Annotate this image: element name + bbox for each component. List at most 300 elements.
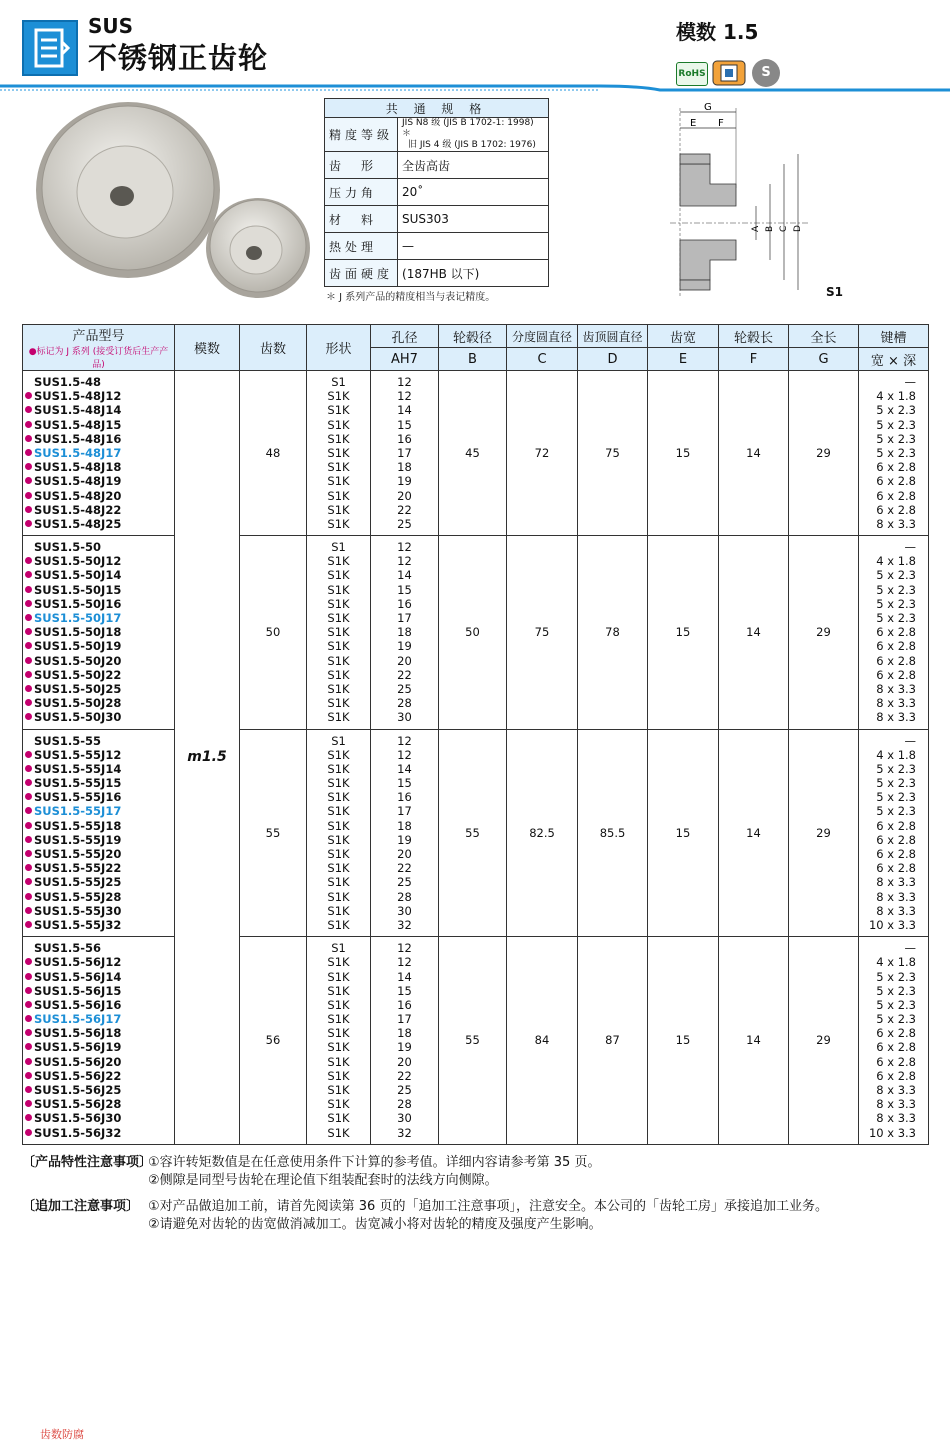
j-series-dot-icon [25, 921, 32, 928]
j-series-dot-icon [25, 571, 32, 578]
rohs-badge: RoHS [676, 62, 708, 86]
keyway-cell-value: — [904, 733, 916, 748]
bore-cell-value: 15 [397, 776, 412, 791]
shape-cell-value: S1K [327, 460, 350, 475]
col-face-width-sub: E [648, 348, 719, 371]
dim-c-cell: 84 [507, 937, 578, 1145]
keyway-cell-value: 6 x 2.8 [876, 818, 916, 833]
col-module: 模数 [175, 325, 240, 371]
j-series-dot-icon [25, 987, 32, 994]
part-number [23, 833, 174, 847]
stainless-badge: S [752, 59, 780, 87]
teeth-cell: 55 [240, 729, 307, 937]
part-number-text: SUS1.5-48J19 [34, 474, 122, 489]
shape-cell-value: S1K [327, 1040, 350, 1055]
shape-cell-value: S1K [327, 516, 350, 531]
part-number-text: SUS1.5-48 [34, 375, 102, 389]
keyway-cell-value: 8 x 3.3 [876, 875, 916, 890]
part-number-text: SUS1.5-48J16 [34, 431, 122, 446]
j-series-dot-icon [25, 477, 32, 484]
j-series-dot-icon [25, 807, 32, 814]
col-pitch-dia: 分度圆直径 [507, 325, 578, 348]
keyway-cell-value: 6 x 2.8 [876, 488, 916, 503]
dim-label-f: F [718, 118, 724, 129]
part-number-text: SUS1.5-50J14 [34, 568, 122, 583]
part-number [23, 776, 174, 790]
spec-key: 热处理 [325, 233, 398, 260]
product-table [22, 324, 929, 1145]
j-series-dot-icon [25, 1043, 32, 1050]
spec-value-line: JIS N8 级 (JIS B 1702-1: 1998) ＊ [402, 118, 534, 139]
keyway-cell-value: 5 x 2.3 [876, 983, 916, 998]
part-number-text: SUS1.5-56J22 [34, 1068, 122, 1083]
bore-cell [371, 729, 439, 937]
dim-b-cell: 55 [439, 937, 507, 1145]
spec-key: 压力角 [325, 179, 398, 206]
shape-cell-value: S1K [327, 917, 350, 932]
part-number-text: SUS1.5-55J32 [34, 917, 122, 932]
table-row [23, 937, 929, 1145]
part-number [23, 460, 174, 474]
part-number [23, 1040, 174, 1054]
keyway-cell-value: 6 x 2.8 [876, 1040, 916, 1055]
bore-cell-value: 14 [397, 761, 412, 776]
bore-cell-value: 12 [397, 389, 412, 404]
bore-cell-value: 12 [397, 941, 412, 956]
spec-value: — [398, 233, 549, 260]
j-series-dot-icon [25, 435, 32, 442]
part-number-text: SUS1.5-56J18 [34, 1026, 122, 1041]
teeth-cell: 56 [240, 937, 307, 1145]
part-number [23, 955, 174, 969]
note-line: ②请避免对齿轮的齿宽做消减加工。齿宽减小将对齿轮的精度及强度产生影响。 [148, 1217, 602, 1232]
bore-cell-value: 19 [397, 474, 412, 489]
bore-cell-value: 14 [397, 403, 412, 418]
part-number-text: SUS1.5-48J15 [34, 417, 122, 432]
spec-footnote: ＊ J 系列产品的精度相当与表记精度。 [326, 292, 496, 303]
bore-cell-value: 18 [397, 1026, 412, 1041]
part-number-cell [23, 937, 175, 1145]
j-series-dot-icon [25, 1029, 32, 1036]
dim-g-cell: 29 [789, 536, 859, 729]
bore-cell-value: 22 [397, 861, 412, 876]
bore-cell [371, 937, 439, 1145]
keyway-cell-value: 4 x 1.8 [876, 747, 916, 762]
bore-cell-value: 17 [397, 445, 412, 460]
keyway-cell-value: 8 x 3.3 [876, 1083, 916, 1097]
j-series-dot-icon [25, 1058, 32, 1065]
dim-c-cell: 72 [507, 371, 578, 536]
spec-row [325, 179, 549, 206]
col-part-no [23, 325, 175, 371]
bore-cell-value: 17 [397, 804, 412, 819]
shape-cell-value: S1K [327, 625, 350, 640]
part-number [23, 639, 174, 653]
dim-e-cell: 15 [648, 729, 719, 937]
bore-cell-value: 16 [397, 997, 412, 1012]
shape-cell-value: S1K [327, 818, 350, 833]
dim-e-cell: 15 [648, 536, 719, 729]
note-line: ①对产品做追加工前，请首先阅读第 36 页的「追加工注意事项」，注意安全。本公司的「齿轮工房」承接追加工业务。 [148, 1199, 828, 1214]
bore-cell-value: 17 [397, 611, 412, 625]
shape-cell-value: S1K [327, 1125, 350, 1140]
spec-row [325, 206, 549, 233]
part-number-text: SUS1.5-50J15 [34, 582, 122, 597]
j-series-dot-icon [25, 779, 32, 786]
bore-cell-value: 20 [397, 488, 412, 503]
keyway-cell-value: 8 x 3.3 [876, 710, 916, 725]
keyway-cell-value: 6 x 2.8 [876, 639, 916, 654]
part-number [23, 583, 174, 597]
shape-cell-value: S1K [327, 861, 350, 876]
keyway-cell-value: 10 x 3.3 [868, 917, 916, 932]
bore-cell-value: 22 [397, 1068, 412, 1083]
part-number [23, 941, 174, 955]
spec-value: 全齿高齿 [398, 152, 549, 179]
part-number [23, 804, 174, 818]
note-line: ②侧隙是同型号齿轮在理论值下组装配套时的法线方向侧隙。 [148, 1173, 498, 1188]
part-number-text: SUS1.5-50J30 [34, 710, 122, 725]
part-number [23, 1069, 174, 1083]
keyway-cell-value: 6 x 2.8 [876, 474, 916, 489]
j-series-dot-icon [25, 1129, 32, 1136]
part-number [23, 847, 174, 861]
keyway-cell-value: 5 x 2.3 [876, 431, 916, 446]
shape-cell-value: S1K [327, 1068, 350, 1083]
keyway-cell-value: 5 x 2.3 [876, 417, 916, 432]
shape-cell-value: S1K [327, 389, 350, 404]
col-hub-dia: 轮毂径 [439, 325, 507, 348]
j-series-dot-icon [25, 973, 32, 980]
part-number [23, 597, 174, 611]
document-icon [22, 20, 78, 76]
shape-cell-value: S1K [327, 582, 350, 597]
keyway-cell-value: 8 x 3.3 [876, 1097, 916, 1112]
part-number-text: SUS1.5-50J19 [34, 639, 122, 654]
dim-c-cell: 75 [507, 536, 578, 729]
part-number-text: SUS1.5-56J17 [34, 1012, 122, 1027]
bore-cell-value: 12 [397, 540, 412, 555]
shape-cell-value: S1K [327, 1111, 350, 1126]
part-number [23, 1111, 174, 1125]
j-series-dot-icon [25, 586, 32, 593]
keyway-cell-value: 8 x 3.3 [876, 889, 916, 904]
dim-d-cell: 78 [578, 536, 648, 729]
part-number-text: SUS1.5-56J20 [34, 1054, 122, 1069]
part-number [23, 489, 174, 503]
part-number [23, 790, 174, 804]
j-series-dot-icon [25, 520, 32, 527]
bore-cell-value: 14 [397, 969, 412, 984]
keyway-cell-value: 6 x 2.8 [876, 1068, 916, 1083]
keyway-cell-value: 8 x 3.3 [876, 903, 916, 918]
keyway-cell-value: 4 x 1.8 [876, 955, 916, 970]
gear-section-diagram [660, 98, 850, 308]
bore-cell-value: 16 [397, 790, 412, 805]
part-number-text: SUS1.5-50J20 [34, 653, 122, 668]
part-number-text: SUS1.5-55J17 [34, 804, 122, 819]
common-spec-table [324, 98, 549, 287]
bore-cell-value: 16 [397, 596, 412, 611]
bore-cell-value: 12 [397, 747, 412, 762]
bore-cell-value: 18 [397, 460, 412, 475]
j-series-dot-icon [25, 406, 32, 413]
col-bore-sub: AH7 [371, 348, 439, 371]
j-series-dot-icon [25, 822, 32, 829]
shape-cell-value: S1K [327, 445, 350, 460]
j-series-dot-icon [25, 421, 32, 428]
keyway-cell-value: 6 x 2.8 [876, 460, 916, 475]
part-number-text: SUS1.5-56 [34, 941, 102, 956]
j-series-dot-icon [25, 492, 32, 499]
shape-cell-value: S1K [327, 554, 350, 569]
shape-cell-value: S1K [327, 710, 350, 725]
header-wave-divider [0, 82, 950, 92]
part-number-text: SUS1.5-50J28 [34, 696, 122, 711]
part-number [23, 625, 174, 639]
keyway-cell-value: 8 x 3.3 [876, 681, 916, 696]
spec-value: SUS303 [398, 206, 549, 233]
part-number-text: SUS1.5-50 [34, 540, 102, 555]
shape-cell-value: S1K [327, 889, 350, 904]
dim-label-e: E [690, 118, 697, 129]
j-series-dot-icon [25, 893, 32, 900]
part-number-text: SUS1.5-56J14 [34, 969, 122, 984]
part-number [23, 418, 174, 432]
keyway-cell-value: 5 x 2.3 [876, 596, 916, 611]
part-number [23, 611, 174, 625]
keyway-cell-value: 5 x 2.3 [876, 611, 916, 625]
page-header [0, 0, 950, 92]
bore-cell-value: 25 [397, 1083, 412, 1097]
j-series-dot-icon [25, 765, 32, 772]
j-series-dot-icon [25, 1001, 32, 1008]
shape-cell-value: S1K [327, 596, 350, 611]
keyway-cell-value: 6 x 2.8 [876, 625, 916, 640]
bore-cell-value: 14 [397, 568, 412, 583]
j-series-dot-icon [25, 958, 32, 965]
teeth-cell: 48 [240, 371, 307, 536]
bore-cell-value: 17 [397, 1012, 412, 1027]
part-number-text: SUS1.5-48J20 [34, 488, 122, 503]
keyway-cell-value: 6 x 2.8 [876, 667, 916, 682]
shape-cell-value: S1K [327, 832, 350, 847]
keyway-cell-value: 5 x 2.3 [876, 403, 916, 418]
shape-cell-value: S1K [327, 875, 350, 890]
j-series-dot-icon [25, 1015, 32, 1022]
spec-row [325, 118, 549, 152]
col-teeth: 齿数 [240, 325, 307, 371]
part-number [23, 540, 174, 554]
part-number-text: SUS1.5-55J28 [34, 889, 122, 904]
bore-cell-value: 15 [397, 983, 412, 998]
keyway-cell [859, 729, 929, 937]
col-shape: 形状 [307, 325, 371, 371]
bore-cell-value: 25 [397, 681, 412, 696]
dim-b-cell: 55 [439, 729, 507, 937]
shape-cell-value: S1K [327, 955, 350, 970]
table-row [23, 536, 929, 729]
keyway-cell-value: 10 x 3.3 [868, 1125, 916, 1140]
bore-cell-value: 18 [397, 625, 412, 640]
shape-cell-value: S1K [327, 847, 350, 861]
bore-cell-value: 15 [397, 582, 412, 597]
j-series-dot-icon [25, 392, 32, 399]
note-line: ①容许转矩数值是在任意使用条件下计算的参考值。详细内容请参考第 35 页。 [148, 1155, 601, 1170]
keyway-cell-value: 6 x 2.8 [876, 847, 916, 861]
col-keyway-sub: 宽 × 深 [859, 348, 929, 371]
bore-cell-value: 20 [397, 847, 412, 861]
col-pitch-dia-sub: C [507, 348, 578, 371]
part-number-text: SUS1.5-56J12 [34, 955, 122, 970]
note-product [22, 1154, 828, 1190]
dim-label-d: D [793, 225, 803, 232]
keyway-cell-value: — [904, 540, 916, 555]
part-number [23, 762, 174, 776]
shape-cell [307, 536, 371, 729]
shape-cell-value: S1K [327, 667, 350, 682]
part-number [23, 696, 174, 710]
gear-photo [30, 100, 310, 300]
table-row [23, 729, 929, 937]
part-number-text: SUS1.5-48J12 [34, 389, 122, 404]
spec-title: 共 通 规 格 [325, 99, 549, 118]
keyway-cell-value: 6 x 2.8 [876, 502, 916, 517]
bore-cell-value: 22 [397, 667, 412, 682]
shape-cell-value: S1K [327, 474, 350, 489]
shape-cell-value: S1 [331, 941, 346, 956]
col-total-len-sub: G [789, 348, 859, 371]
part-number [23, 890, 174, 904]
shape-cell-value: S1 [331, 375, 346, 389]
j-series-dot-icon [25, 657, 32, 664]
j-series-dot-icon [25, 907, 32, 914]
part-number-cell [23, 371, 175, 536]
part-number [23, 1055, 174, 1069]
j-series-dot-icon [25, 836, 32, 843]
part-number-text: SUS1.5-56J25 [34, 1083, 122, 1097]
part-number-text: SUS1.5-55J18 [34, 818, 122, 833]
keyway-cell-value: 5 x 2.3 [876, 790, 916, 805]
bore-cell-value: 32 [397, 1125, 412, 1140]
part-number [23, 682, 174, 696]
bore-cell [371, 536, 439, 729]
shape-cell-value: S1K [327, 653, 350, 668]
dim-label-b: B [765, 225, 775, 232]
j-series-dot-icon [25, 793, 32, 800]
table-row [23, 371, 929, 536]
table-body [23, 371, 929, 1145]
keyway-cell-value: 6 x 2.8 [876, 1054, 916, 1069]
part-number [23, 819, 174, 833]
keyway-cell-value: 6 x 2.8 [876, 861, 916, 876]
part-number-text: SUS1.5-55J22 [34, 861, 122, 876]
part-number [23, 432, 174, 446]
table-header-row [23, 325, 929, 348]
bore-cell-value: 30 [397, 1111, 412, 1126]
part-number [23, 1097, 174, 1111]
keyway-cell-value: 5 x 2.3 [876, 776, 916, 791]
shape-cell-value: S1K [327, 761, 350, 776]
j-series-dot-icon [25, 506, 32, 513]
part-number [23, 970, 174, 984]
part-number-text: SUS1.5-56J30 [34, 1111, 122, 1126]
dim-e-cell: 15 [648, 371, 719, 536]
part-number [23, 918, 174, 932]
shape-cell-value: S1K [327, 1054, 350, 1069]
part-number-text: SUS1.5-55J20 [34, 847, 122, 861]
shape-cell-value: S1K [327, 696, 350, 711]
part-number-text: SUS1.5-48J22 [34, 502, 122, 517]
keyway-cell-value: 5 x 2.3 [876, 804, 916, 819]
bore-cell-value: 19 [397, 832, 412, 847]
bore-cell-value: 22 [397, 502, 412, 517]
bore-cell-value: 30 [397, 710, 412, 725]
part-number [23, 375, 174, 389]
dim-e-cell: 15 [648, 937, 719, 1145]
part-number-text: SUS1.5-50J22 [34, 667, 122, 682]
part-number-text: SUS1.5-55J16 [34, 790, 122, 805]
spec-value-line: 旧 JIS 4 级 (JIS B 1702: 1976) [408, 140, 536, 150]
col-hub-len-sub: F [719, 348, 789, 371]
bore-cell-value: 28 [397, 1097, 412, 1112]
col-hub-dia-sub: B [439, 348, 507, 371]
part-number [23, 875, 174, 889]
j-series-dot-icon [25, 628, 32, 635]
page-footer: 齿数防腐 [40, 1428, 84, 1441]
col-part-no-label: 产品型号 [72, 329, 125, 344]
part-number [23, 668, 174, 682]
dim-label-c: C [779, 225, 789, 232]
dim-label-g: G [704, 102, 712, 113]
col-part-no-sub: ●标记为 J 系列 (接受订货后生产产品) [28, 347, 169, 370]
bore-cell-value: 19 [397, 1040, 412, 1055]
part-number-text: SUS1.5-56J28 [34, 1097, 122, 1112]
spec-value: (187HB 以下) [398, 260, 549, 287]
bore-cell-value: 12 [397, 375, 412, 389]
keyway-cell-value: 5 x 2.3 [876, 997, 916, 1012]
part-number [23, 998, 174, 1012]
note-lines [148, 1198, 828, 1234]
spec-key: 精度等级 [325, 118, 398, 152]
bore-cell-value: 12 [397, 955, 412, 970]
bore-cell-value: 12 [397, 733, 412, 748]
dim-c-cell: 82.5 [507, 729, 578, 937]
col-keyway: 键槽 [859, 325, 929, 348]
part-number-cell [23, 536, 175, 729]
shape-cell-value: S1K [327, 417, 350, 432]
keyway-cell-value: 6 x 2.8 [876, 832, 916, 847]
bore-cell-value: 12 [397, 554, 412, 569]
part-number [23, 861, 174, 875]
keyway-cell-value: 6 x 2.8 [876, 653, 916, 668]
part-number-text: SUS1.5-55J14 [34, 761, 122, 776]
part-number-text: SUS1.5-56J15 [34, 983, 122, 998]
shape-cell-value: S1K [327, 790, 350, 805]
series-label: SUS [88, 14, 134, 38]
dim-g-cell: 29 [789, 937, 859, 1145]
keyway-cell-value: 8 x 3.3 [876, 696, 916, 711]
notes-section [22, 1154, 828, 1242]
dim-f-cell: 14 [719, 729, 789, 937]
part-number [23, 568, 174, 582]
bore-cell-value: 28 [397, 889, 412, 904]
part-number-text: SUS1.5-56J19 [34, 1040, 122, 1055]
part-number-text: SUS1.5-55 [34, 733, 102, 748]
bore-cell-value: 30 [397, 903, 412, 918]
part-number-text: SUS1.5-55J30 [34, 903, 122, 918]
part-number-text: SUS1.5-50J12 [34, 554, 122, 569]
